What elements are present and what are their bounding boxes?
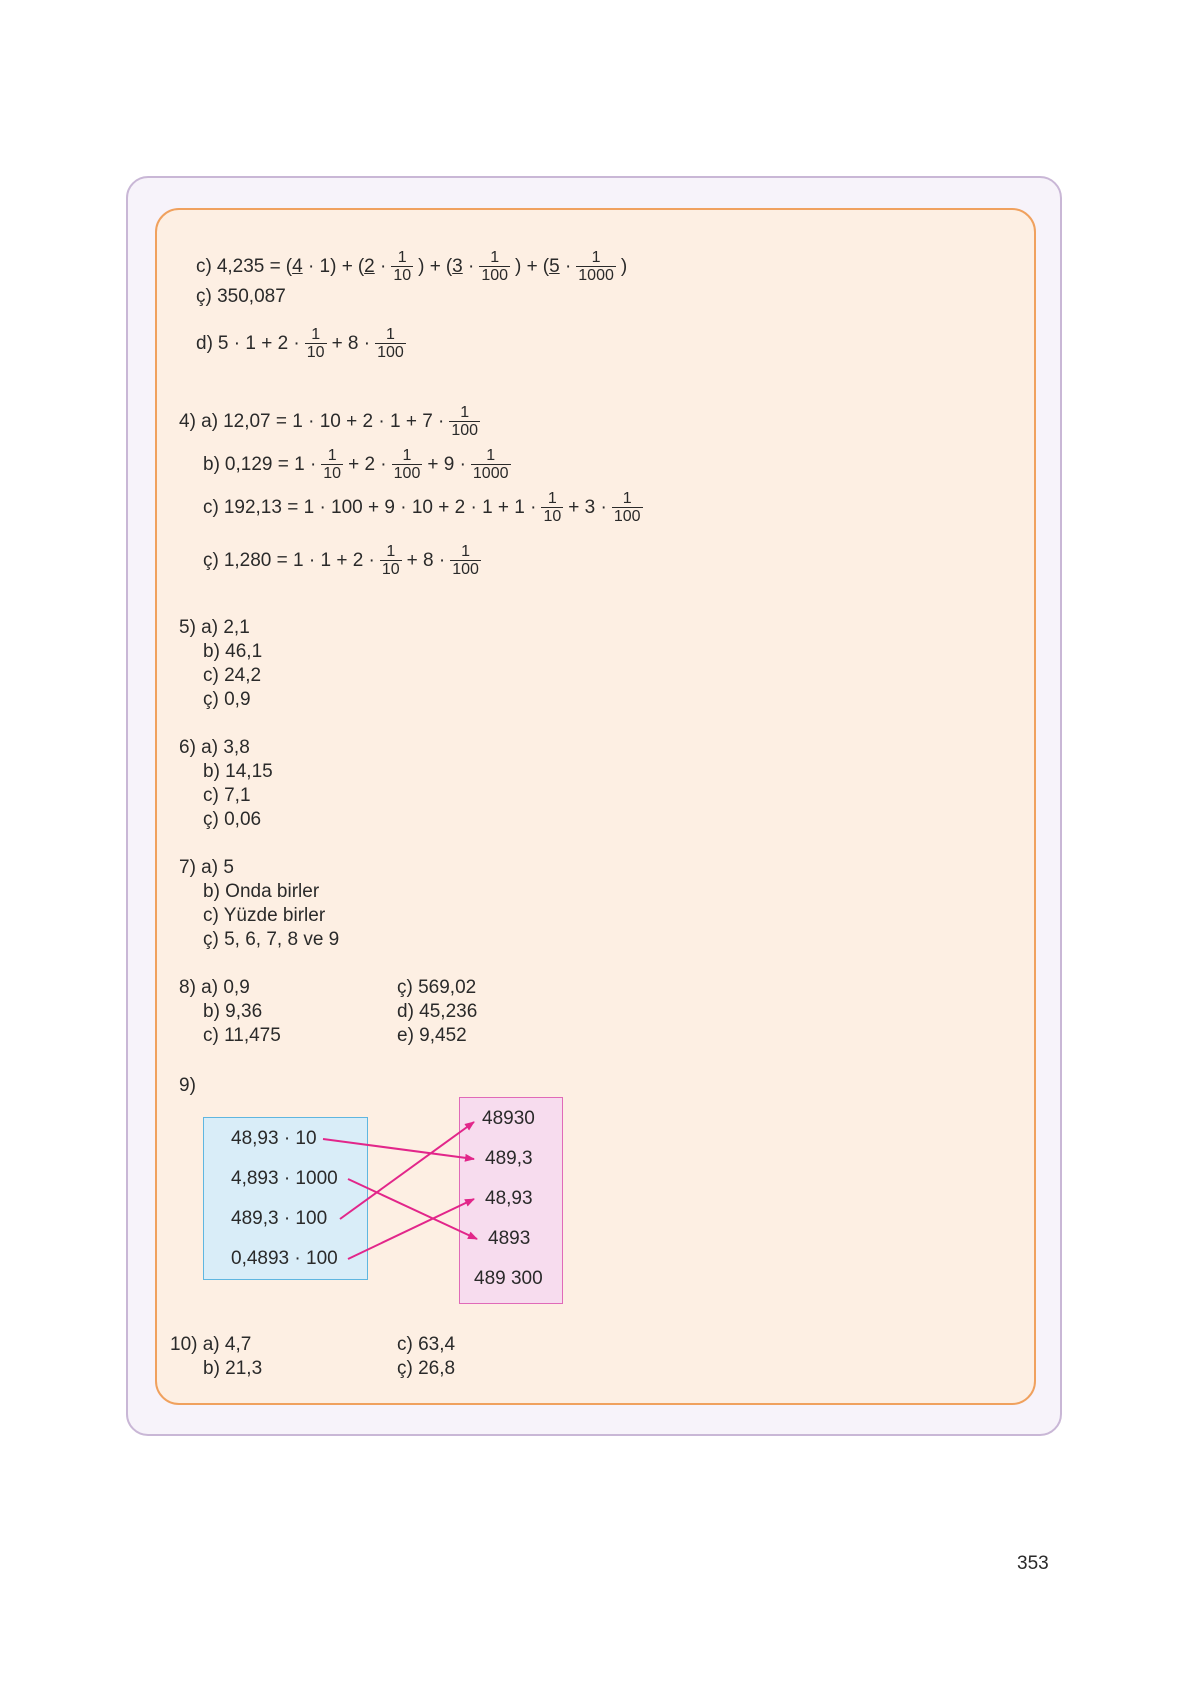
q6-b: b) 14,15 xyxy=(203,761,273,782)
q8-d: d) 45,236 xyxy=(397,1001,478,1022)
q10-c: c) 63,4 xyxy=(397,1334,456,1355)
q7-cc: ç) 5, 6, 7, 8 ve 9 xyxy=(203,929,340,950)
fraction-1-100: $\frac{1}{100}$ xyxy=(393,447,421,482)
q9-result: 48,93 xyxy=(485,1188,533,1209)
q9-expression: 0,4893 · 100 xyxy=(231,1248,338,1269)
fraction-1-100: $\frac{1}{100}$ xyxy=(481,249,509,284)
q3-c-line: c) 4,235 = (4 · 1) + (2 · $\frac{1}{10}$ ) + (3 · $\frac{1}{100}$ ) + (5 · $\frac{1}{1000}$ ) xyxy=(196,249,628,284)
fraction-1-100: $\frac{1}{100}$ xyxy=(451,404,479,439)
q8-cc: ç) 569,02 xyxy=(397,977,477,998)
q10-cc: ç) 26,8 xyxy=(397,1358,456,1379)
fraction-1-10: $\frac{1}{10}$ xyxy=(543,490,562,525)
fraction-1-100: $\frac{1}{100}$ xyxy=(613,490,641,525)
q9-result: 489,3 xyxy=(485,1148,533,1169)
q9-expression: 48,93 · 10 xyxy=(231,1128,317,1149)
q4-b-line: b) 0,129 = 1 · $\frac{1}{10}$ + 2 · $\frac{1}{100}$ + 9 · $\frac{1}{1000}$ xyxy=(203,447,509,482)
q3-d-line: d) 5 · 1 + 2 · $\frac{1}{10}$ + 8 · $\frac{1}{100}$ xyxy=(196,326,404,361)
q8-e: e) 9,452 xyxy=(397,1025,467,1046)
q7-c: c) Yüzde birler xyxy=(203,905,326,926)
q6-cc: ç) 0,06 xyxy=(203,809,262,830)
fraction-1-100: $\frac{1}{100}$ xyxy=(452,543,479,578)
q4-c-line: c) 192,13 = 1 · 100 + 9 · 10 + 2 · 1 + 1 · $\frac{1}{10}$ + 3 · $\frac{1}{100}$ xyxy=(203,490,641,525)
q10-b: b) 21,3 xyxy=(203,1358,263,1379)
q9-expression: 489,3 · 100 xyxy=(231,1208,328,1229)
q9-result: 489 300 xyxy=(474,1268,543,1289)
q9-result: 4893 xyxy=(488,1228,531,1249)
q5-cc: ç) 0,9 xyxy=(203,689,251,710)
q7-a: 7) a) 5 xyxy=(179,857,234,878)
q4-a-line: 4) a) 12,07 = 1 · 10 + 2 · 1 + 7 · $\frac{1}{100}$ xyxy=(179,404,479,439)
q7-b: b) Onda birler xyxy=(203,881,320,902)
q8-c: c) 11,475 xyxy=(203,1025,281,1046)
q3-cc-line: ç) 350,087 xyxy=(196,286,286,307)
q5-c: c) 24,2 xyxy=(203,665,262,686)
q9-label: 9) xyxy=(179,1075,196,1096)
q10-a: 10) a) 4,7 xyxy=(170,1334,252,1355)
page-number: 353 xyxy=(1017,1553,1049,1574)
q5-a: 5) a) 2,1 xyxy=(179,617,250,638)
q5-b: b) 46,1 xyxy=(203,641,263,662)
q4-cc-line: ç) 1,280 = 1 · 1 + 2 · $\frac{1}{10}$ + 8 · $\frac{1}{100}$ xyxy=(203,543,479,578)
q8-a: 8) a) 0,9 xyxy=(179,977,250,998)
q8-b: b) 9,36 xyxy=(203,1001,263,1022)
fraction-1-1000: $\frac{1}{1000}$ xyxy=(472,447,509,482)
fraction-1-10: $\frac{1}{10}$ xyxy=(306,326,325,361)
q6-c: c) 7,1 xyxy=(203,785,251,806)
fraction-1-10: $\frac{1}{10}$ xyxy=(381,543,400,578)
fraction-1-10: $\frac{1}{10}$ xyxy=(393,249,412,284)
fraction-1-1000: $\frac{1}{1000}$ xyxy=(578,249,614,284)
q9-expression: 4,893 · 1000 xyxy=(231,1168,338,1189)
fraction-1-10: $\frac{1}{10}$ xyxy=(323,447,342,482)
fraction-1-100: $\frac{1}{100}$ xyxy=(377,326,404,361)
q6-a: 6) a) 3,8 xyxy=(179,737,250,758)
q9-result: 48930 xyxy=(482,1108,535,1129)
